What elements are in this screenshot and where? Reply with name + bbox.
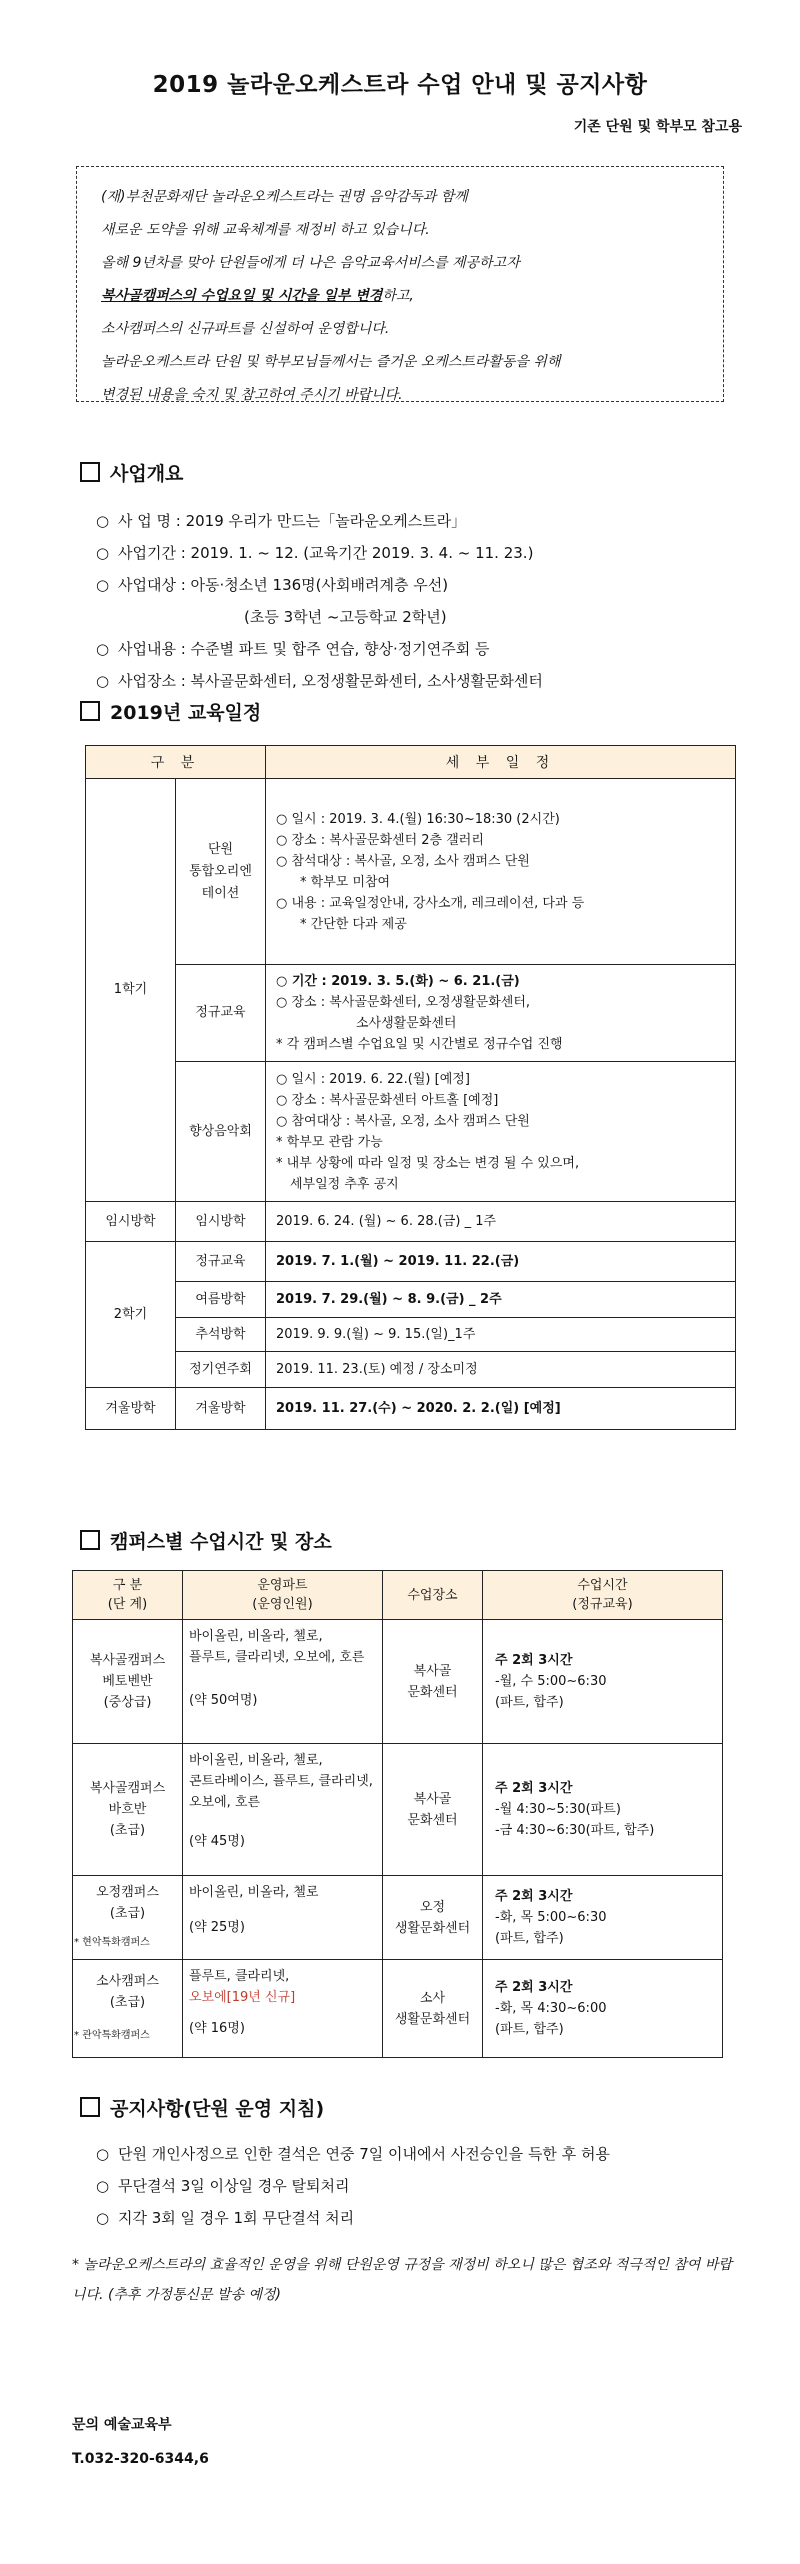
campus-parts-cell [183, 1620, 383, 1744]
schedule-group-winter: 겨울방학 [86, 1388, 176, 1430]
schedule-sub-concert: 향상음악회 [176, 1062, 266, 1202]
section-overview-heading [80, 459, 183, 486]
detail-line: ○ 기간 : 2019. 3. 5.(화) ~ 6. 21.(금) [276, 974, 520, 989]
circle-bullet-icon: ○ [96, 2145, 110, 2163]
campus-time-head: 주 2회 3시간 [495, 1980, 573, 1995]
intro-highlight-tail: 하고, [382, 288, 414, 304]
notice-item [96, 2138, 610, 2170]
schedule-detail-orientation [266, 779, 736, 965]
checkbox-square-icon [80, 2097, 100, 2117]
overview-item-text: 사 업 명 : 2019 우리가 만드는「놀라운오케스트라」 [118, 512, 467, 530]
section-campus-title: 캠퍼스별 수업시간 및 장소 [110, 1531, 332, 1553]
intro-line: (재)부천문화재단 놀라운오케스트라는 권명 음악감독과 함께 [101, 189, 468, 205]
circle-bullet-icon: ○ [96, 2177, 110, 2195]
overview-list [96, 505, 543, 697]
notice-list [96, 2138, 610, 2234]
schedule-header-detail: 세 부 일 정 [266, 746, 736, 779]
checkbox-square-icon [80, 701, 100, 721]
overview-item [96, 665, 543, 697]
campus-name: 소사캠퍼스 (초급) [96, 1974, 159, 2010]
page-title: 2019 놀라운오케스트라 수업 안내 및 공지사항 [152, 72, 648, 98]
overview-item-text: 사업내용 : 수준별 파트 및 합주 연습, 향상·정기연주회 등 [118, 640, 490, 658]
detail-line: ○ 장소 : 복사골문화센터 아트홀 [예정] [276, 1092, 499, 1108]
campus-parts: 바이올린, 비올라, 첼로, 콘트라베이스, 플루트, 클라리넷, 오보에, 호른 [189, 1753, 373, 1810]
schedule-detail-regular-concert: 2019. 11. 23.(토) 예정 / 장소미정 [266, 1352, 736, 1388]
detail-line: * 학부모 미참여 [300, 874, 391, 890]
section-overview-title: 사업개요 [110, 463, 184, 485]
campus-parts: 바이올린, 비올라, 첼로 [189, 1885, 319, 1900]
section-campus-heading [80, 1527, 332, 1554]
schedule-table [85, 745, 736, 1430]
schedule-detail-chuseok: 2019. 9. 9.(월) ~ 9. 15.(일)_1주 [266, 1318, 736, 1352]
detail-line: ○ 일시 : 2019. 6. 22.(월) [예정] [276, 1071, 470, 1087]
contact-phone: T.032-320-6344,6 [72, 2451, 209, 2467]
campus-place: 오정 생활문화센터 [383, 1876, 483, 1960]
campus-count: (약 16명) [189, 2021, 245, 2036]
intro-line: 변경된 내용을 숙지 및 참고하여 주시기 바랍니다. [101, 387, 403, 403]
detail-line: ○ 내용 : 교육일정안내, 강사소개, 레크레이션, 다과 등 [276, 895, 585, 911]
schedule-detail-regular [266, 965, 736, 1062]
notice-item-text: 무단결석 3일 이상일 경우 탈퇴처리 [118, 2177, 350, 2195]
campus-time-cell [483, 1876, 723, 1960]
campus-place: 복사골 문화센터 [383, 1620, 483, 1744]
table-row [73, 1744, 723, 1876]
campus-time-head: 주 2회 3시간 [495, 1781, 573, 1796]
schedule-sub-regular: 정규교육 [176, 965, 266, 1062]
campus-count: (약 50여명) [189, 1693, 258, 1708]
campus-parts-new: 오보에[19년 신규] [189, 1990, 296, 2005]
campus-note: * 현악특화캠퍼스 [74, 1937, 150, 1948]
schedule-sub-t2-regular: 정규교육 [176, 1242, 266, 1282]
overview-item [96, 505, 543, 537]
schedule-group-term2: 2학기 [86, 1242, 176, 1388]
schedule-group-break: 임시방학 [86, 1202, 176, 1242]
table-row [73, 1620, 723, 1744]
detail-line: * 내부 상황에 따라 일정 및 장소는 변경 될 수 있으며, [276, 1155, 580, 1171]
circle-bullet-icon: ○ [96, 640, 110, 658]
campus-header-parts: 운영파트 (운영인원) [183, 1571, 383, 1620]
campus-header-category: 구 분 (단 계) [73, 1571, 183, 1620]
campus-time-cell [483, 1960, 723, 2058]
page-subtitle: 기존 단원 및 학부모 참고용 [573, 119, 742, 135]
campus-place: 소사 생활문화센터 [383, 1960, 483, 2058]
intro-line: 새로운 도약을 위해 교육체계를 재정비 하고 있습니다. [101, 222, 430, 238]
schedule-detail-break: 2019. 6. 24. (월) ~ 6. 28.(금) _ 1주 [266, 1202, 736, 1242]
notice-item-text: 단원 개인사정으로 인한 결석은 연중 7일 이내에서 사전승인을 득한 후 허용 [118, 2145, 610, 2163]
notice-item [96, 2202, 610, 2234]
table-row [73, 1960, 723, 2058]
overview-item-text: 사업기간 : 2019. 1. ~ 12. (교육기간 2019. 3. 4. ~ 11. 23.) [118, 544, 534, 562]
campus-parts: 바이올린, 비올라, 첼로, 플루트, 클라리넷, 오보에, 호른 [189, 1629, 365, 1665]
intro-line: 놀라운오케스트라 단원 및 학부모님들께서는 즐거운 오케스트라활동을 위해 [101, 354, 561, 370]
campus-name: 복사골캠퍼스 베토벤반 (중상급) [73, 1620, 183, 1744]
detail-line: * 간단한 다과 제공 [300, 916, 407, 932]
schedule-sub-regular-concert: 정기연주회 [176, 1352, 266, 1388]
circle-bullet-icon: ○ [96, 544, 110, 562]
schedule-sub-break: 임시방학 [176, 1202, 266, 1242]
table-row [73, 1876, 723, 1960]
section-schedule-heading [80, 698, 261, 725]
detail-line: ○ 장소 : 복사골문화센터, 오정생활문화센터, [276, 995, 531, 1010]
schedule-detail-concert [266, 1062, 736, 1202]
campus-parts-cell [183, 1744, 383, 1876]
circle-bullet-icon: ○ [96, 512, 110, 530]
campus-time-detail: -월, 수 5:00~6:30 (파트, 합주) [495, 1674, 607, 1710]
campus-time-head: 주 2회 3시간 [495, 1653, 573, 1668]
campus-time-cell [483, 1744, 723, 1876]
campus-note: * 관악특화캠퍼스 [74, 2030, 150, 2041]
detail-line: 세부일정 추후 공지 [290, 1176, 399, 1192]
overview-item-sub: (초등 3학년 ~고등학교 2학년) [244, 608, 447, 626]
campus-header-time: 수업시간 (정규교육) [483, 1571, 723, 1620]
campus-count: (약 45명) [189, 1834, 245, 1849]
circle-bullet-icon: ○ [96, 672, 110, 690]
campus-name: 오정캠퍼스 (초급) [96, 1885, 159, 1921]
detail-line: ○ 참여대상 : 복사골, 오정, 소사 캠퍼스 단원 [276, 1113, 530, 1129]
intro-line-highlight [101, 280, 699, 313]
intro-line: 올해 9년차를 맞아 단원들에게 더 나은 음악교육서비스를 제공하고자 [101, 255, 520, 271]
overview-item [96, 537, 543, 569]
intro-highlight-bold: 복사골캠퍼스의 수업요일 및 시간을 일부 변경 [101, 288, 383, 304]
schedule-group-term1: 1학기 [86, 779, 176, 1202]
overview-item [96, 633, 543, 665]
campus-count: (약 25명) [189, 1920, 245, 1935]
campus-time-cell [483, 1620, 723, 1744]
campus-time-detail: -월 4:30~5:30(파트) -금 4:30~6:30(파트, 합주) [495, 1802, 655, 1838]
detail-line: ○ 일시 : 2019. 3. 4.(월) 16:30~18:30 (2시간) [276, 811, 560, 827]
campus-header-place: 수업장소 [383, 1571, 483, 1620]
campus-time-head: 주 2회 3시간 [495, 1889, 573, 1904]
checkbox-square-icon [80, 462, 100, 482]
detail-line: 소사생활문화센터 [356, 1016, 457, 1031]
schedule-sub-orientation: 단원 통합오리엔 테이션 [176, 779, 266, 965]
campus-table [72, 1570, 723, 2058]
schedule-header-category: 구 분 [86, 746, 266, 779]
checkbox-square-icon [80, 1530, 100, 1550]
detail-line: * 각 캠퍼스별 수업요일 및 시간별로 정규수업 진행 [276, 1037, 563, 1052]
campus-name-cell [73, 1876, 183, 1960]
intro-box [76, 166, 724, 402]
schedule-sub-chuseok: 추석방학 [176, 1318, 266, 1352]
section-notice-heading [80, 2094, 324, 2121]
intro-line: 소사캠퍼스의 신규파트를 신설하여 운영합니다. [101, 321, 390, 337]
section-schedule-title: 2019년 교육일정 [110, 702, 262, 724]
campus-name: 복사골캠퍼스 바흐반 (초급) [73, 1744, 183, 1876]
schedule-sub-summer: 여름방학 [176, 1282, 266, 1318]
campus-parts-cell [183, 1876, 383, 1960]
overview-item [96, 569, 543, 601]
detail-line: ○ 장소 : 복사골문화센터 2층 갤러리 [276, 832, 484, 848]
campus-parts-cell [183, 1960, 383, 2058]
contact-block [72, 2408, 209, 2476]
section-notice-title: 공지사항(단원 운영 지침) [110, 2098, 325, 2120]
campus-time-detail: -화, 목 5:00~6:30 (파트, 합주) [495, 1910, 607, 1946]
schedule-detail-winter: 2019. 11. 27.(수) ~ 2020. 2. 2.(일) [예정] [266, 1388, 736, 1430]
campus-time-detail: -화, 목 4:30~6:00 (파트, 합주) [495, 2001, 607, 2037]
campus-parts: 플루트, 클라리넷, [189, 1969, 290, 1984]
campus-name-cell [73, 1960, 183, 2058]
detail-line: ○ 참석대상 : 복사골, 오정, 소사 캠퍼스 단원 [276, 853, 530, 869]
circle-bullet-icon: ○ [96, 576, 110, 594]
detail-line: * 학부모 관람 가능 [276, 1134, 383, 1150]
overview-item-text: 사업대상 : 아동·청소년 136명(사회배려계층 우선) [118, 576, 449, 594]
circle-bullet-icon: ○ [96, 2209, 110, 2227]
schedule-detail-t2-regular: 2019. 7. 1.(월) ~ 2019. 11. 22.(금) [266, 1242, 736, 1282]
notice-item [96, 2170, 610, 2202]
schedule-sub-winter: 겨울방학 [176, 1388, 266, 1430]
campus-place: 복사골 문화센터 [383, 1744, 483, 1876]
schedule-detail-summer: 2019. 7. 29.(월) ~ 8. 9.(금) _ 2주 [266, 1282, 736, 1318]
overview-item-text: 사업장소 : 복사골문화센터, 오정생활문화센터, 소사생활문화센터 [118, 672, 543, 690]
contact-dept: 문의 예술교육부 [72, 2417, 172, 2433]
notice-item-text: 지각 3회 일 경우 1회 무단결석 처리 [118, 2209, 355, 2227]
notice-footnote: * 놀라운오케스트라의 효율적인 운영을 위해 단원운영 규정을 재정비 하오니 많은 협조와 적극적인 참여 바랍니다. (추후 가정통신문 발송 예정) [72, 2257, 732, 2303]
